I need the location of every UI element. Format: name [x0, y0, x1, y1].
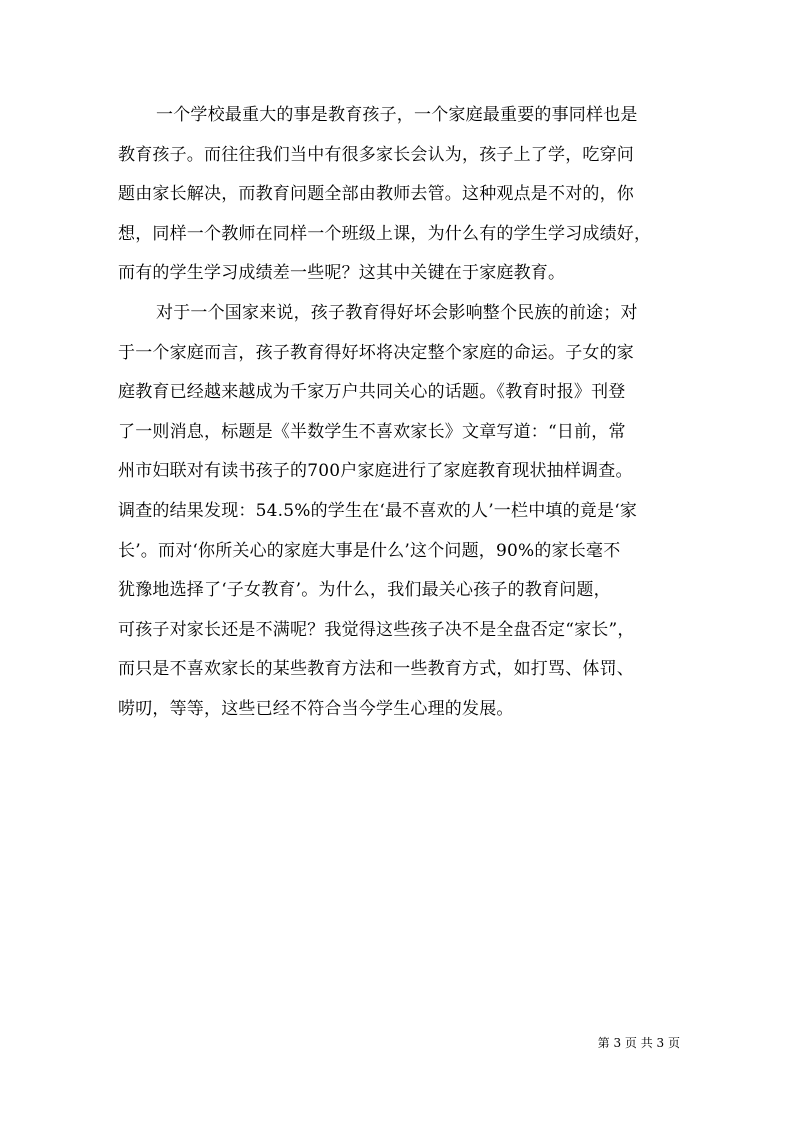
paragraph-2-line-8: 犹豫地选择了‘子女教育’。为什么，我们最关心孩子的教育问题，	[118, 580, 611, 601]
paragraph-2-line-1: 对于一个国家来说，孩子教育得好坏会影响整个民族的前途；对	[156, 302, 638, 323]
paragraph-1-line-2: 教育孩子。而往往我们当中有很多家长会认为，孩子上了学，吃穿问	[118, 144, 634, 165]
paragraph-2-line-4: 了一则消息，标题是《半数学生不喜欢家长》文章写道：“日前，常	[118, 421, 626, 442]
paragraph-1-line-4: 想，同样一个教师在同样一个班级上课，为什么有的学生学习成绩好，	[118, 223, 652, 244]
paragraph-1-line-1: 一个学校最重大的事是教育孩子，一个家庭最重要的事同样也是	[156, 105, 638, 125]
paragraph-2-line-5: 州市妇联对有读书孩子的700户家庭进行了家庭教育现状抽样调查。	[118, 461, 633, 482]
body-text	[118, 96, 678, 730]
paragraph-1-line-5: 而有的学生学习成绩差一些呢？这其中关键在于家庭教育。	[118, 263, 566, 284]
page-number-footer: 第 3 页 共 3 页	[597, 1036, 680, 1050]
paragraph-2-line-10: 而只是不喜欢家长的某些教育方法和一些教育方式，如打骂、体罚、	[118, 659, 634, 680]
paragraph-2-line-7: 长’。而对‘你所关心的家庭大事是什么’这个问题，90%的家长毫不	[118, 540, 621, 561]
paragraph-2-line-6: 调查的结果发现：54.5%的学生在‘最不喜欢的人’一栏中填的竟是‘家	[118, 500, 638, 521]
paragraph-2-line-2: 于一个家庭而言，孩子教育得好坏将决定整个家庭的命运。子女的家	[118, 342, 634, 363]
paragraph-2-line-3: 庭教育已经越来越成为千家万户共同关心的话题。《教育时报》刊登	[118, 382, 626, 403]
paragraph-1-line-3: 题由家长解决，而教育问题全部由教师去管。这种观点是不对的，你	[118, 184, 634, 205]
paragraph-2-line-9: 可孩子对家长还是不满呢？我觉得这些孩子决不是全盘否定“家长”，	[118, 619, 635, 640]
paragraph-2-line-11: 唠叨，等等，这些已经不符合当今学生心理的发展。	[118, 698, 514, 719]
